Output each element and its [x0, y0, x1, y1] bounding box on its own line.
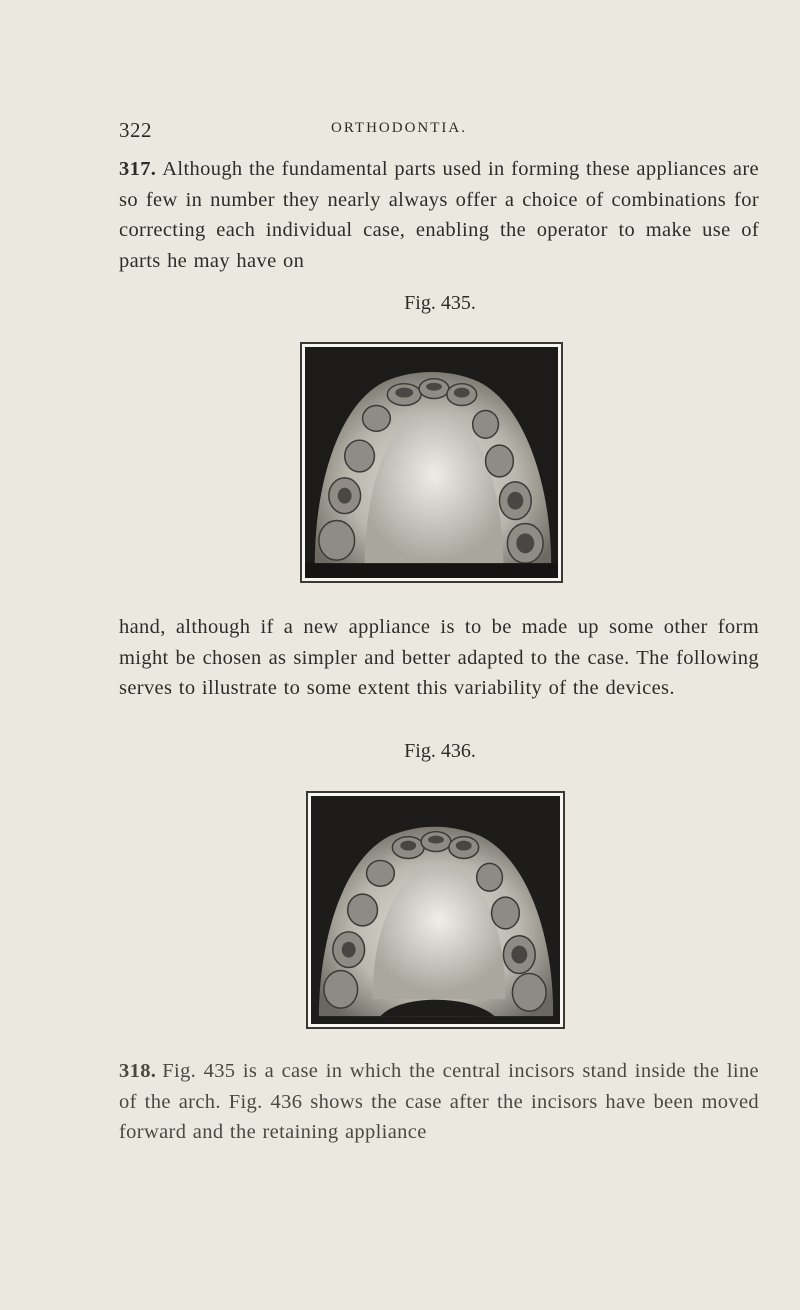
- paragraph-318: [119, 1056, 759, 1148]
- figure-435-dental-cast-photo: [300, 342, 563, 583]
- paragraph-text: hand, although if a new appliance is to be made up some other form might be chosen as simpler and better adapted to the case. The following serves to illustrate to some extent this variability of the devices.: [119, 616, 759, 699]
- figure-436-dental-cast-photo: [306, 791, 565, 1029]
- running-title: ORTHODONTIA.: [330, 120, 467, 136]
- page-number: 322: [119, 118, 152, 142]
- paragraph-317-part-a: [119, 154, 759, 276]
- paragraph-317-part-b: [119, 612, 759, 704]
- page-header: [119, 118, 679, 148]
- dental-arch-photo-436: [311, 796, 560, 1024]
- paragraph-text: Fig. 435 is a case in which the central incisors stand inside the line of the arch. Fig. 436 shows the case after the incisors have been moved forward and the retaining appliance: [119, 1060, 759, 1143]
- paragraph-number: 317.: [119, 158, 157, 180]
- paragraph-number: 318.: [119, 1060, 157, 1082]
- paragraph-text: Although the fundamental parts used in forming these appliances are so few in number they nearly always offer a choice of combinations for correcting each individual case, enabling the operator to make use of parts he may have on: [119, 158, 759, 272]
- dental-arch-photo-435: [305, 347, 558, 578]
- figure-caption-436: Fig. 436.: [404, 740, 476, 762]
- figure-caption-435: Fig. 435.: [404, 292, 476, 314]
